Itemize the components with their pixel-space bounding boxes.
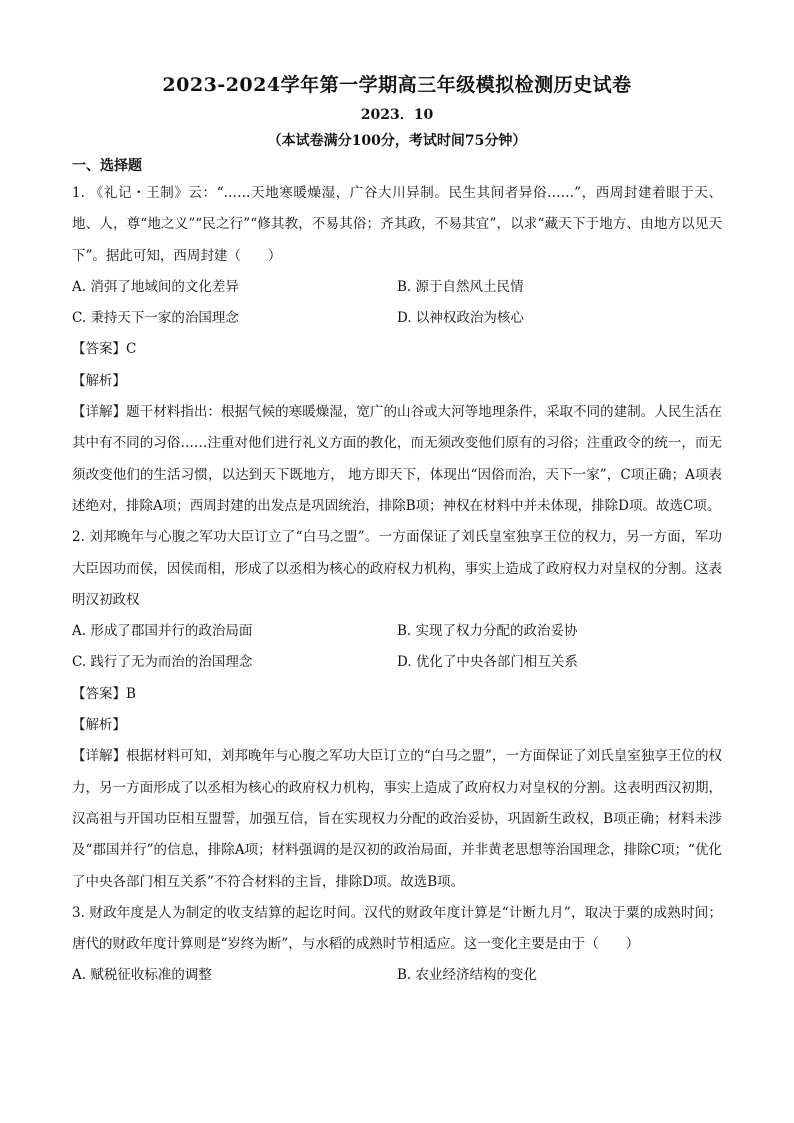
option-b: B. 源于自然风土民情 — [397, 278, 524, 295]
option-c: C. 践行了无为而治的治国理念 — [72, 654, 253, 671]
question-list — [72, 178, 722, 992]
option-d: D. 优化了中央各部门相互关系 — [397, 654, 578, 671]
option-b: B. 实现了权力分配的政治妥协 — [397, 623, 578, 640]
exam-note: （本试卷满分100分，考试时间75分钟） — [267, 133, 527, 149]
section-title: 一、选择题 — [72, 158, 142, 174]
answer-label: 【答案】B — [72, 685, 136, 702]
option-a: A. 消弭了地域间的文化差异 — [72, 278, 239, 295]
question-1-stem: 1. 《礼记・王制》云：“……天地寒暖燥湿，广谷大川异制。民生其间者异俗……”，西周封建着眼于天、地、人，尊“地之义”“民之行”“修其教，不易其俗；齐其政，不易其宜”，以求“藏天下于地方、由地方以见天下”。据此可知，西周封建（ ） — [72, 185, 722, 264]
question-3-options — [72, 960, 722, 991]
exam-date: 2023．10 — [360, 107, 434, 123]
analysis-label: 【解析】 — [72, 372, 126, 389]
analysis-label: 【解析】 — [72, 717, 126, 734]
option-d: D. 以神权政治为核心 — [397, 310, 524, 327]
question-2-stem: 2. 刘邦晚年与心腹之军功大臣订立了“白马之盟”。一方面保证了刘氏皇室独享王位的权力，另一方面，军功大臣因功而侯，因侯而相，形成了以丞相为核心的政府权力机构，事实上造成了政府权力对皇权的分割。这表明汉初政权 — [72, 529, 722, 608]
detail-explanation: 【详解】题干材料指出：根据气候的寒暖燥湿，宽广的山谷或大河等地理条件，采取不同的建制。人民生活在其中有不同的习俗……注重对他们进行礼义方面的教化，而无须改变他们原有的习俗；注重政令的统一，而无须改变他们的生活习惯，以达到天下既地方， 地方即天下，体现出“因俗而治，天下一家”，C项正确；A项表述绝对，排除A项；西周封建的出发点是巩固统治，排除B项；神权在材料中并未体现，排除D项。故选C项。 — [72, 404, 722, 514]
option-a: A. 赋税征收标准的调整 — [72, 967, 212, 984]
option-c: C. 秉持天下一家的治国理念 — [72, 310, 239, 327]
answer-label: 【答案】C — [72, 341, 137, 358]
detail-explanation: 【详解】根据材料可知，刘邦晚年与心腹之军功大臣订立的“白马之盟”，一方面保证了刘氏皇室独享王位的权力，另一方面形成了以丞相为核心的政府权力机构，事实上造成了政府权力对皇权的分割。这表明西汉初期，汉高祖与开国功臣相互盟誓，加强互信，旨在实现权力分配的政治妥协，巩固新生政权，B项正确；材料未涉及“郡国并行”的信息，排除A项；材料强调的是汉初的政治局面，并非黄老思想等治国理念，排除C项；“优化了中央各部门相互关系”不符合材料的主旨，排除D项。故选B项。 — [72, 748, 722, 890]
option-a: A. 形成了郡国并行的政治局面 — [72, 623, 253, 640]
question-2-options — [72, 616, 722, 679]
question-1-options — [72, 272, 722, 335]
question-3-stem: 3. 财政年度是人为制定的收支结算的起讫时间。汉代的财政年度计算是“计断九月”，取决于粟的成熟时间；唐代的财政年度计算则是“岁终为断”，与水稻的成熟时节相适应。这一变化主要是由于（ ） — [72, 904, 722, 953]
exam-title: 2023-2024学年第一学期高三年级模拟检测历史试卷 — [162, 74, 632, 96]
option-b: B. 农业经济结构的变化 — [397, 967, 538, 984]
